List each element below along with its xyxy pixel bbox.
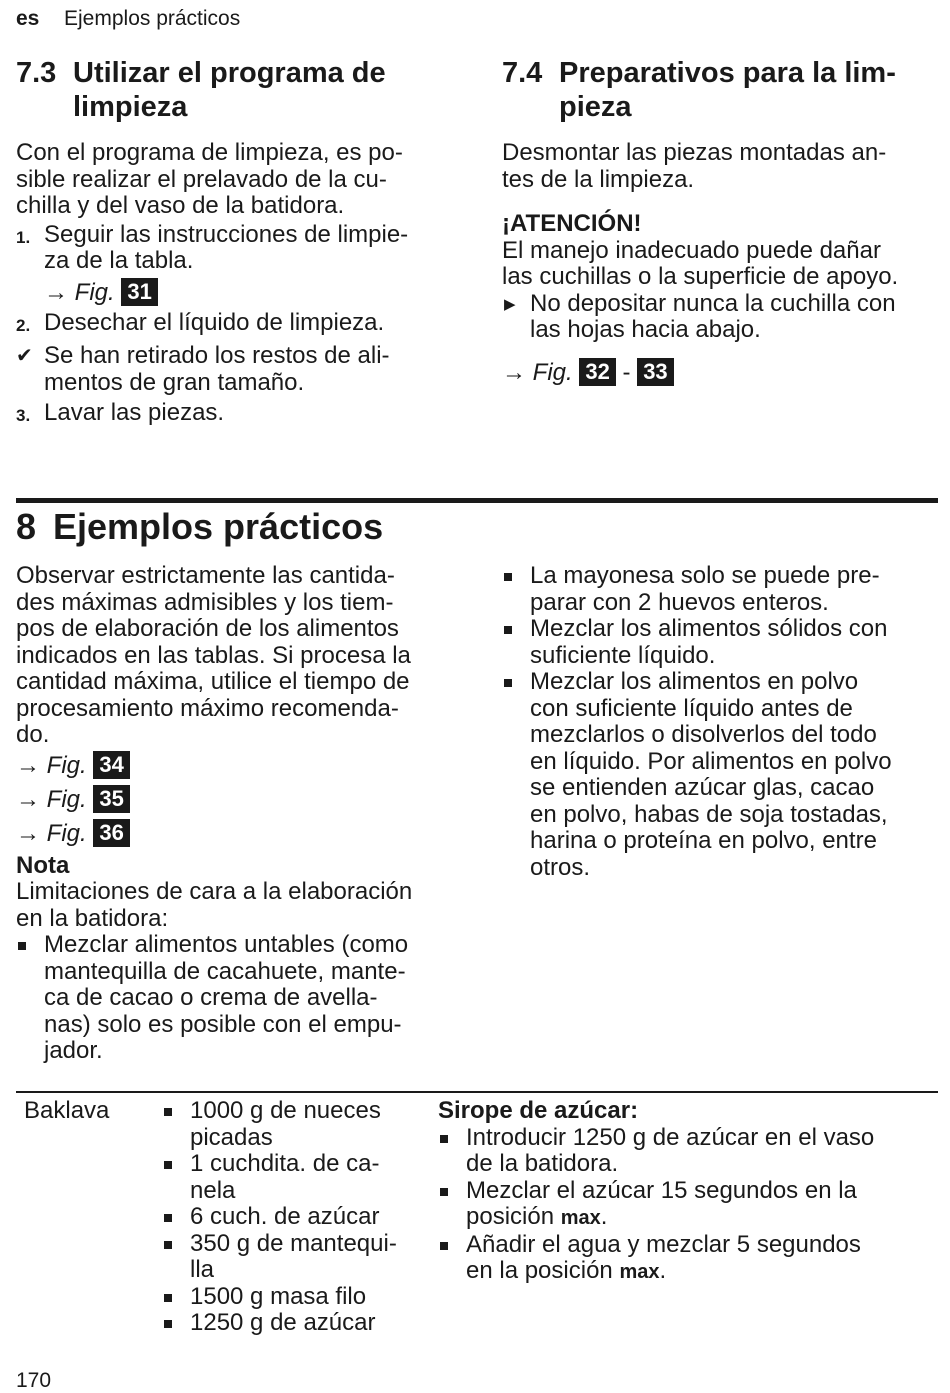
figure-reference: → Fig. 31 bbox=[44, 276, 456, 310]
figure-badge: 32 bbox=[579, 358, 615, 386]
step-title: Sirope de azúcar: bbox=[438, 1097, 639, 1124]
list-item: 6 cuch. de azúcar bbox=[162, 1204, 430, 1231]
figure-reference: → Fig. 32 - 33 bbox=[502, 356, 942, 390]
running-header-title: Ejemplos prácticos bbox=[64, 7, 241, 30]
section-divider bbox=[16, 498, 938, 503]
list-item: 1 cuchdita. de ca- nela bbox=[162, 1151, 430, 1204]
list-item: 1250 g de azúcar bbox=[162, 1310, 430, 1337]
section-number: 7.4 bbox=[502, 57, 543, 89]
square-bullet-icon bbox=[504, 679, 512, 687]
figure-reference: → Fig. 34 bbox=[16, 749, 461, 783]
arrow-right-icon: → bbox=[16, 751, 40, 779]
note-title: Nota bbox=[16, 851, 70, 879]
section-title-line-1: Preparativos para la lim- bbox=[559, 57, 896, 89]
preparation-steps bbox=[438, 1098, 938, 1286]
square-bullet-icon bbox=[18, 942, 26, 950]
arrow-right-icon: → bbox=[44, 278, 68, 306]
list-item: 1000 g de nueces picadas bbox=[162, 1098, 430, 1151]
triangle-right-icon: ▶ bbox=[504, 295, 516, 313]
square-bullet-icon bbox=[440, 1242, 448, 1250]
instruction: ▶ No depositar nunca la cuchilla con las hojas hacia abajo. bbox=[504, 289, 896, 343]
square-bullet-icon bbox=[164, 1294, 172, 1302]
setting-label: max bbox=[619, 1261, 660, 1283]
square-bullet-icon bbox=[164, 1320, 172, 1328]
square-bullet-icon bbox=[164, 1214, 172, 1222]
section-7-3-heading bbox=[16, 56, 456, 126]
language-code: es bbox=[16, 7, 40, 30]
note-text: Limitaciones de cara a la elaboración en la batidora: bbox=[16, 878, 413, 932]
list-item: Añadir el agua y mezclar 5 segundos en la posición max. bbox=[438, 1232, 938, 1286]
setting-label: max bbox=[560, 1207, 601, 1229]
section-7-3-body bbox=[16, 140, 456, 427]
page-number: 170 bbox=[16, 1369, 52, 1392]
arrow-right-icon: → bbox=[502, 358, 526, 386]
recipe-name: Baklava bbox=[24, 1097, 110, 1124]
list-item: Mezclar los alimentos sólidos con suficiente líquido. bbox=[502, 616, 942, 669]
square-bullet-icon bbox=[164, 1241, 172, 1249]
section-7-4-heading bbox=[502, 56, 942, 126]
step-number: 3. bbox=[16, 406, 31, 425]
list-item: Introducir 1250 g de azúcar en el vaso de la batidora. bbox=[438, 1125, 938, 1178]
intro-paragraph: Observar estrictamente las cantida- des máximas admisibles y los tiem- pos de elaboración de los alimentos indicados en las tablas. Si procesa la cantidad máxima, utilice el tiempo de procesamiento máximo recomenda- do. bbox=[16, 562, 411, 748]
intro-paragraph: Con el programa de limpieza, es po- sible realizar el prelavado de la cu- chilla y del vaso de la batidora. bbox=[16, 139, 403, 219]
warning-text: El manejo inadecuado puede dañar las cuchillas o la superficie de apoyo. bbox=[502, 236, 899, 290]
checkmark-icon: ✔ bbox=[16, 345, 33, 367]
step-3: 3. Lavar las piezas. bbox=[16, 400, 456, 427]
step-number: 2. bbox=[16, 315, 31, 335]
list-item: Mezclar el azúcar 15 segundos en la posición max. bbox=[438, 1178, 938, 1232]
figure-badge: 36 bbox=[93, 819, 129, 847]
section-title-line-2: limpieza bbox=[73, 91, 188, 123]
section-7-4-body bbox=[502, 140, 942, 390]
list-item: Mezclar los alimentos en polvo con suficiente líquido antes de mezclarlos o disolverlos del todo en líquido. Por alimentos en polvo se entienden azúcar glas, cacao en polvo, habas de soja tostadas, harina o proteína en polvo, entre otros. bbox=[502, 669, 942, 881]
step-2: 2. Desechar el líquido de limpieza. bbox=[16, 310, 456, 337]
section-title-line-2: pieza bbox=[559, 91, 632, 123]
figure-badge: 34 bbox=[93, 751, 129, 779]
square-bullet-icon bbox=[164, 1108, 172, 1116]
square-bullet-icon bbox=[504, 573, 512, 581]
section-number: 8 bbox=[16, 506, 37, 547]
step-1: 1. Seguir las instrucciones de limpie- za de la tabla. → Fig. 31 bbox=[16, 222, 456, 310]
square-bullet-icon bbox=[440, 1188, 448, 1196]
list-item: Mezclar alimentos untables (como mantequilla de cacahuete, mante- ca de cacao o crema de avella- nas) solo es posible con el empu- jador. bbox=[16, 932, 461, 1065]
square-bullet-icon bbox=[504, 626, 512, 634]
section-title-line-1: Utilizar el programa de bbox=[73, 57, 386, 89]
figure-badge: 31 bbox=[121, 278, 157, 306]
list-item: 350 g de mantequi- lla bbox=[162, 1231, 430, 1284]
figure-reference: → Fig. 36 bbox=[16, 817, 461, 851]
warning-title: ¡ATENCIÓN! bbox=[502, 210, 642, 237]
intro-paragraph: Desmontar las piezas montadas an- tes de la limpieza. bbox=[502, 139, 887, 193]
arrow-right-icon: → bbox=[16, 819, 40, 847]
table-top-rule bbox=[16, 1091, 938, 1093]
figure-badge: 33 bbox=[637, 358, 673, 386]
section-8-heading bbox=[16, 507, 616, 549]
section-title: Ejemplos prácticos bbox=[53, 506, 384, 547]
square-bullet-icon bbox=[440, 1135, 448, 1143]
list-item: 1500 g masa filo bbox=[162, 1284, 430, 1311]
section-number: 7.3 bbox=[16, 57, 57, 89]
list-item: La mayonesa solo se puede pre- parar con 2 huevos enteros. bbox=[502, 563, 942, 616]
ingredient-list bbox=[162, 1098, 430, 1337]
figure-badge: 35 bbox=[93, 785, 129, 813]
step-number: 1. bbox=[16, 227, 31, 247]
section-8-right-column bbox=[502, 563, 942, 881]
figure-reference: → Fig. 35 bbox=[16, 783, 461, 817]
arrow-right-icon: → bbox=[16, 785, 40, 813]
step-result: ✔ Se han retirado los restos de ali- mentos de gran tamaño. bbox=[16, 342, 390, 396]
square-bullet-icon bbox=[164, 1161, 172, 1169]
section-8-left-column bbox=[16, 563, 461, 1065]
